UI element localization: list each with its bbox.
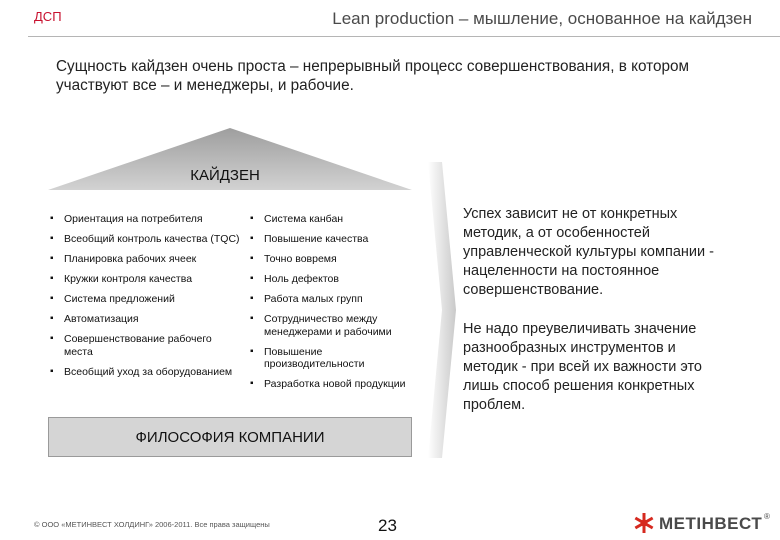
- list-item: ▪ Всеобщий уход за оборудованием: [50, 366, 240, 379]
- list-item: ▪ Повышение качества: [250, 233, 420, 246]
- list-item: ▪ Планировка рабочих ячеек: [50, 253, 240, 266]
- success-paragraph: Успех зависит не от конкретных методик, а от особенностей управленческой культуры компании - нацеленности на постоянное совершенствование.: [463, 206, 714, 298]
- intro-text: Сущность кайдзен очень проста – непрерывный процесс совершенствования, в котором участвуют все – и менеджеры, и рабочие.: [56, 58, 689, 94]
- list-item: ▪ Разработка новой продукции: [250, 378, 420, 391]
- company-logo: [632, 512, 772, 534]
- copyright-text: © ООО «МЕТИНВЕСТ ХОЛДИНГ» 2006-2011. Все права защищены: [34, 520, 270, 529]
- list-item: ▪ Совершенствование рабочего места: [50, 333, 240, 358]
- base-label: ФИЛОСОФИЯ КОМПАНИИ: [135, 429, 325, 446]
- logo-star-icon: [632, 512, 656, 534]
- list-item: ▪ Сотрудничество между менеджерами и рабочими: [250, 313, 420, 338]
- logo-trademark: ®: [764, 512, 770, 521]
- slide-title: Lean production – мышление, основанное на кайдзен: [332, 9, 752, 28]
- classification-tag: ДСП: [34, 9, 62, 24]
- list-item: ▪ Ориентация на потребителя: [50, 213, 240, 226]
- roof-label: КАЙДЗЕН: [190, 167, 260, 184]
- page-number: 23: [378, 516, 397, 535]
- list-item: ▪ Система предложений: [50, 293, 240, 306]
- tools-paragraph: Не надо преувеличивать значение разнообразных инструментов и методик - при всей их важности это лишь способ решения конкретных проблем.: [463, 321, 702, 413]
- logo-text: МЕТІНВЕСТ: [659, 514, 763, 533]
- list-item: ▪ Система канбан: [250, 213, 420, 226]
- list-item: ▪ Кружки контроля качества: [50, 273, 240, 286]
- list-item: ▪ Автоматизация: [50, 313, 240, 326]
- list-item: ▪ Всеобщий контроль качества (TQC): [50, 233, 240, 246]
- list-item: ▪ Работа малых групп: [250, 293, 420, 306]
- list-item: ▪ Точно вовремя: [250, 253, 420, 266]
- list-item: ▪ Ноль дефектов: [250, 273, 420, 286]
- list-item: ▪ Повышение производительности: [250, 346, 420, 371]
